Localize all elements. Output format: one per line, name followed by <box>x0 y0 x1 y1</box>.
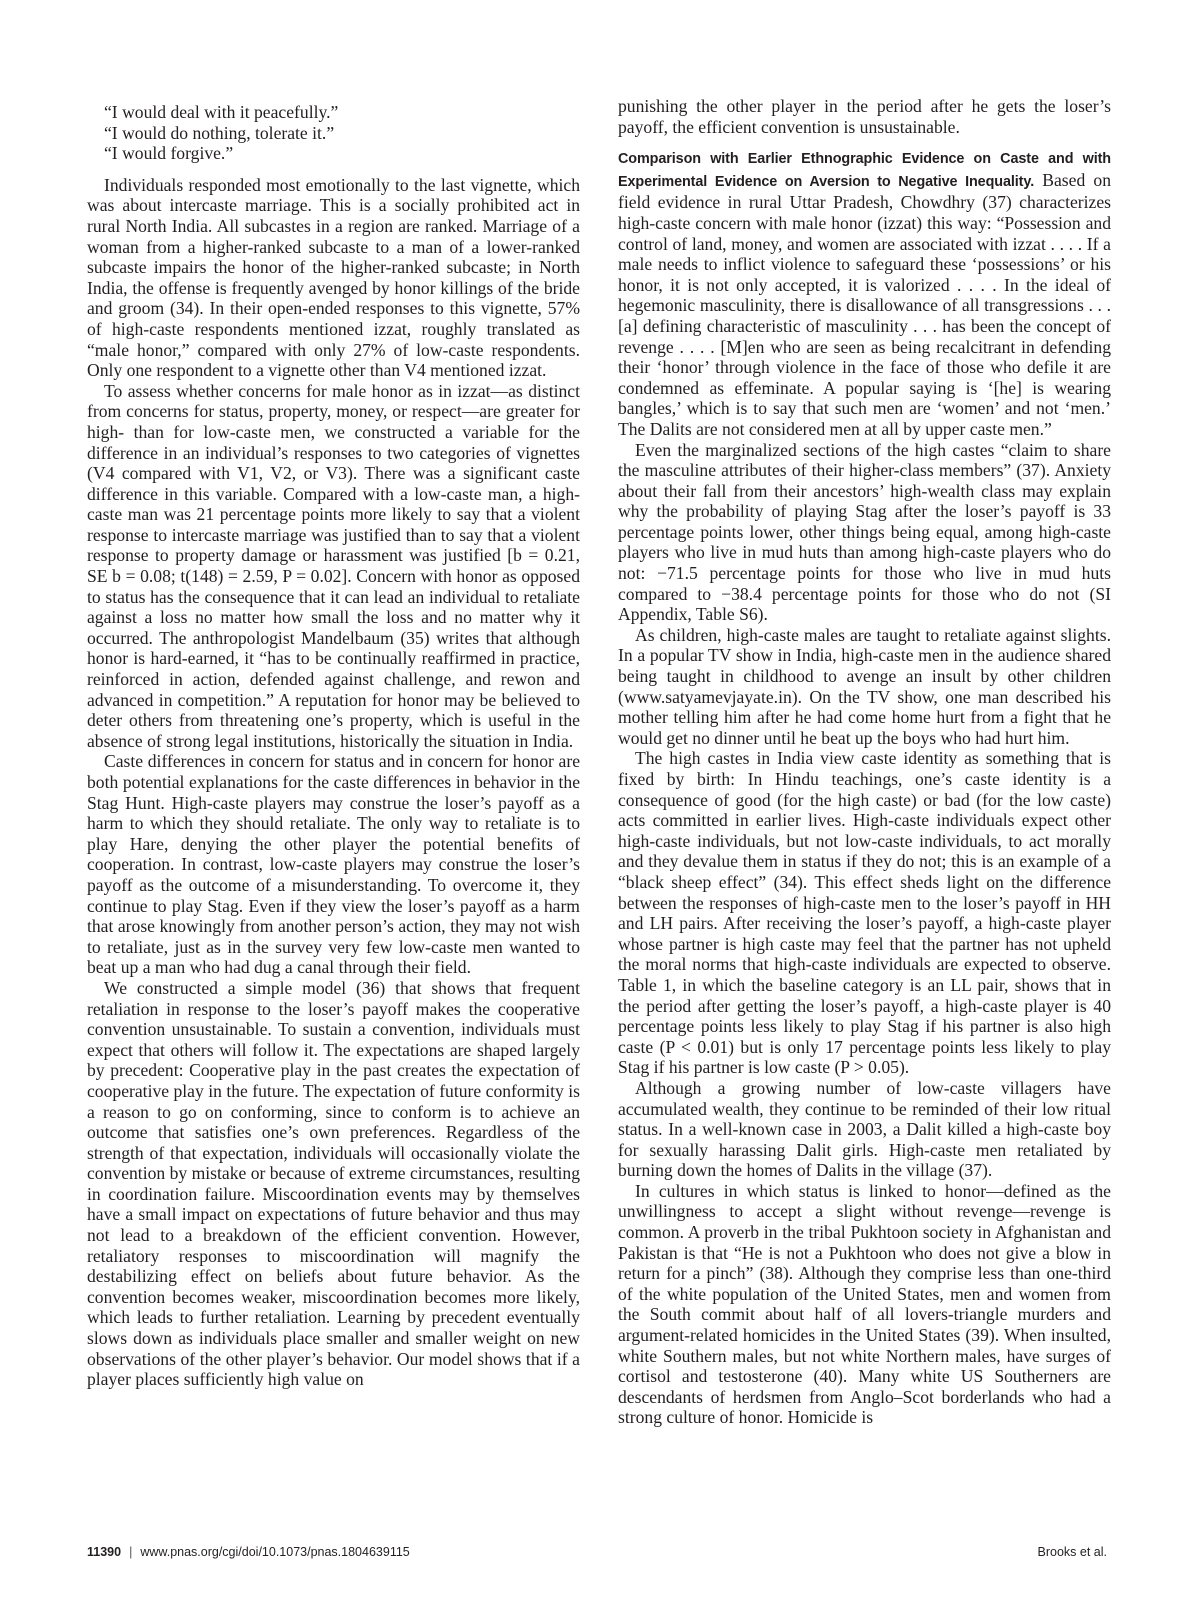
body-paragraph: As children, high-caste males are taught to retaliate against slights. In a popular TV show in India, high-caste men in the audience shared being taught in childhood to avenge an insult by other children (www.satyamevjayate.in). On the TV show, one man described his mother telling him after he had come home hurt from a fight that he would get no dinner until he beat up the boys who had hurt him. <box>618 624 1111 748</box>
section-heading: Comparison with Earlier Ethnographic Evidence on Caste and with Experimental Evidence on Aversion to Negative Inequality. <box>618 151 1111 190</box>
body-paragraph: Caste differences in concern for status and in concern for honor are both potential explanations for the caste differences in behavior in the Stag Hunt. High-caste players may construe the loser’s payoff as a harm to which they should retaliate. The only way to retaliate is to play Hare, denying the other player the potential benefits of cooperation. In contrast, low-caste players may construe the loser’s payoff as the outcome of a misunderstanding. To overcome it, they continue to play Stag. Even if they view the loser’s payoff as a harm that arose knowingly from another person’s action, they may not wish to retaliate, just as in the survey very few low-caste men wanted to beat up a man who had dug a canal through their field. <box>87 751 580 978</box>
right-column <box>618 96 1111 1428</box>
doi-link[interactable]: www.pnas.org/cgi/doi/10.1073/pnas.1804639115 <box>140 1545 410 1559</box>
quote-item: “I would deal with it peacefully.” <box>104 102 339 122</box>
quote-list <box>87 102 580 164</box>
footer-separator: | <box>129 1545 133 1559</box>
body-paragraph: In cultures in which status is linked to honor—defined as the unwillingness to accept a slight without revenge—revenge is common. A proverb in the tribal Pukhtoon society in Afghanistan and Pakistan is that “He is not a Pukhtoon who does not give a blow in return for a pinch” (38). Although they comprise less than one-third of the white population of the United States, men and women from the South commit about half of all lovers-triangle murders and argument-related homicides in the United States (39). When insulted, white Southern males, but not white Northern males, have surges of cortisol and testosterone (40). Many white US Southerners are descendants of herdsmen from Anglo–Scot borderlands who had a strong culture of honor. Homicide is <box>618 1180 1111 1428</box>
body-paragraph: Although a growing number of low-caste villagers have accumulated wealth, they continue to be reminded of their low ritual status. In a well-known case in 2003, a Dalit killed a high-caste boy for sexually harassing Dalit girls. High-caste men retaliated by burning down the homes of Dalits in the village (37). <box>618 1077 1111 1181</box>
body-paragraph: To assess whether concerns for male honor as in izzat—as distinct from concerns for status, property, money, or respect—are greater for high- than for low-caste men, we constructed a variable for the difference in an individual’s responses to two categories of vignettes (V4 compared with V1, V2, or V3). There was a significant caste difference in this variable. Compared with a low-caste man, a high-caste man was 21 percentage points more likely to say that a violent response to intercaste marriage was justified than to say that a violent response to property damage or harassment was justified [b = 0.21, SE b = 0.08; t(148) = 2.59, P = 0.02]. Concern with honor as opposed to status has the consequence that it can lead an individual to retaliate against a loss no matter how small the loss and no matter why it occurred. The anthropologist Mandelbaum (35) writes that although honor is hard-earned, it “has to be continually reaffirmed in practice, reinforced in action, defended against challenge, and rewon and advanced in competition.” A reputation for honor may be believed to deter others from threatening one’s property, which is useful in the absence of strong legal institutions, historically the situation in India. <box>87 380 580 751</box>
left-column <box>87 96 580 1390</box>
body-paragraph: Individuals responded most emotionally to the last vignette, which was about intercaste marriage. This is a socially prohibited act in rural North India. All subcastes in a region are ranked. Marriage of a woman from a higher-ranked subcaste to a man of a lower-ranked subcaste impairs the honor of the higher-ranked subcaste; in North India, the offense is frequently avenged by honor killings of the bride and groom (34). In their open-ended responses to this vignette, 57% of high-caste respondents mentioned izzat, roughly translated as “male honor,” compared with only 27% of low-caste respondents. Only one respondent to a vignette other than V4 mentioned izzat. <box>87 174 580 381</box>
quote-item: “I would do nothing, tolerate it.” <box>104 122 335 143</box>
body-paragraph: Even the marginalized sections of the high castes “claim to share the masculine attributes of their higher-class members” (37). Anxiety about their fall from their ancestors’ high-wealth class may explain why the probability of playing Stag after the loser’s payoff is 33 percentage points lower, other things being equal, among high-caste players who live in mud huts than among high-caste players who do not: −71.5 percentage points for those who live in mud huts compared to −38.4 percentage points for those who do not (SI Appendix, Table S6). <box>618 439 1111 625</box>
body-paragraph: The high castes in India view caste identity as something that is fixed by birth: In Hindu teachings, one’s caste identity is a consequence of good (for the high caste) or bad (for the low caste) acts committed in earlier lives. High-caste individuals expect other high-caste individuals, but not low-caste individuals, to act morally and they devalue them in status if they do not; this is an example of a “black sheep effect” (34). This effect sheds light on the difference between the responses of high-caste men to the loser’s payoff in HH and LH pairs. After receiving the loser’s payoff, a high-caste player whose partner is high caste may feel that the partner has not upheld the moral norms that high-caste individuals are expected to observe. Table 1, in which the baseline category is an LL pair, shows that in the period after getting the loser’s payoff, a high-caste player is 40 percentage points less likely to play Stag if his partner is also high caste (P < 0.01) but is only 17 percentage points less likely to play Stag if his partner is low caste (P > 0.05). <box>618 748 1111 1078</box>
continuation-paragraph: punishing the other player in the period after he gets the loser’s payoff, the efficient convention is unsustainable. <box>618 96 1111 137</box>
body-paragraph: We constructed a simple model (36) that shows that frequent retaliation in response to the loser’s payoff makes the cooperative convention unsustainable. To sustain a convention, individuals must expect that others will follow it. The expectations are shaped largely by precedent: Cooperative play in the past creates the expectation of cooperative play in the future. The expectation of future conformity is a reason to go on conforming, since to conform is to achieve an outcome that satisfies one’s own preferences. Regardless of the strength of that expectation, individuals will occasionally violate the convention by mistake or because of extreme circumstances, resulting in coordination failure. Miscoordination events may by themselves have a small impact on expectations of future behavior and thus may not lead to a breakdown of the efficient convention. However, retaliatory responses to miscoordination will magnify the destabilizing effect on beliefs about future behavior. As the convention becomes weaker, miscoordination becomes more likely, which leads to further retaliation. Learning by precedent eventually slows down as individuals place smaller and smaller weight on new observations of the other player’s behavior. Our model shows that if a player places sufficiently high value on <box>87 977 580 1390</box>
section-heading-text: Based on field evidence in rural Uttar Pradesh, Chowdhry (37) characterizes high-caste concern with male honor (izzat) this way: “Possession and control of land, money, and women are associated with izzat . . . . If a male needs to inflict violence to safeguard these ‘possessions’ or his honor, it is not only accepted, it is valorized . . . . In the ideal of hegemonic masculinity, there is disallowance of all transgressions . . . [a] defining characteristic of masculinity . . . has been the concept of revenge . . . . [M]en who are seen as being recalcitrant in defending their ‘honor’ through violence in the face of those who defile it are condemned as effeminate. A popular saying is ‘[he] is wearing bangles,’ which is to say that such men are ‘women’ and not ‘men.’ The Dalits are not considered men at all by upper caste men.” <box>618 169 1112 439</box>
page-footer <box>87 1545 1107 1559</box>
section-paragraph <box>618 147 1111 439</box>
author-credit: Brooks et al. <box>1037 1545 1107 1559</box>
page-number: 11390 <box>87 1545 122 1559</box>
quote-item: “I would forgive.” <box>104 143 234 164</box>
